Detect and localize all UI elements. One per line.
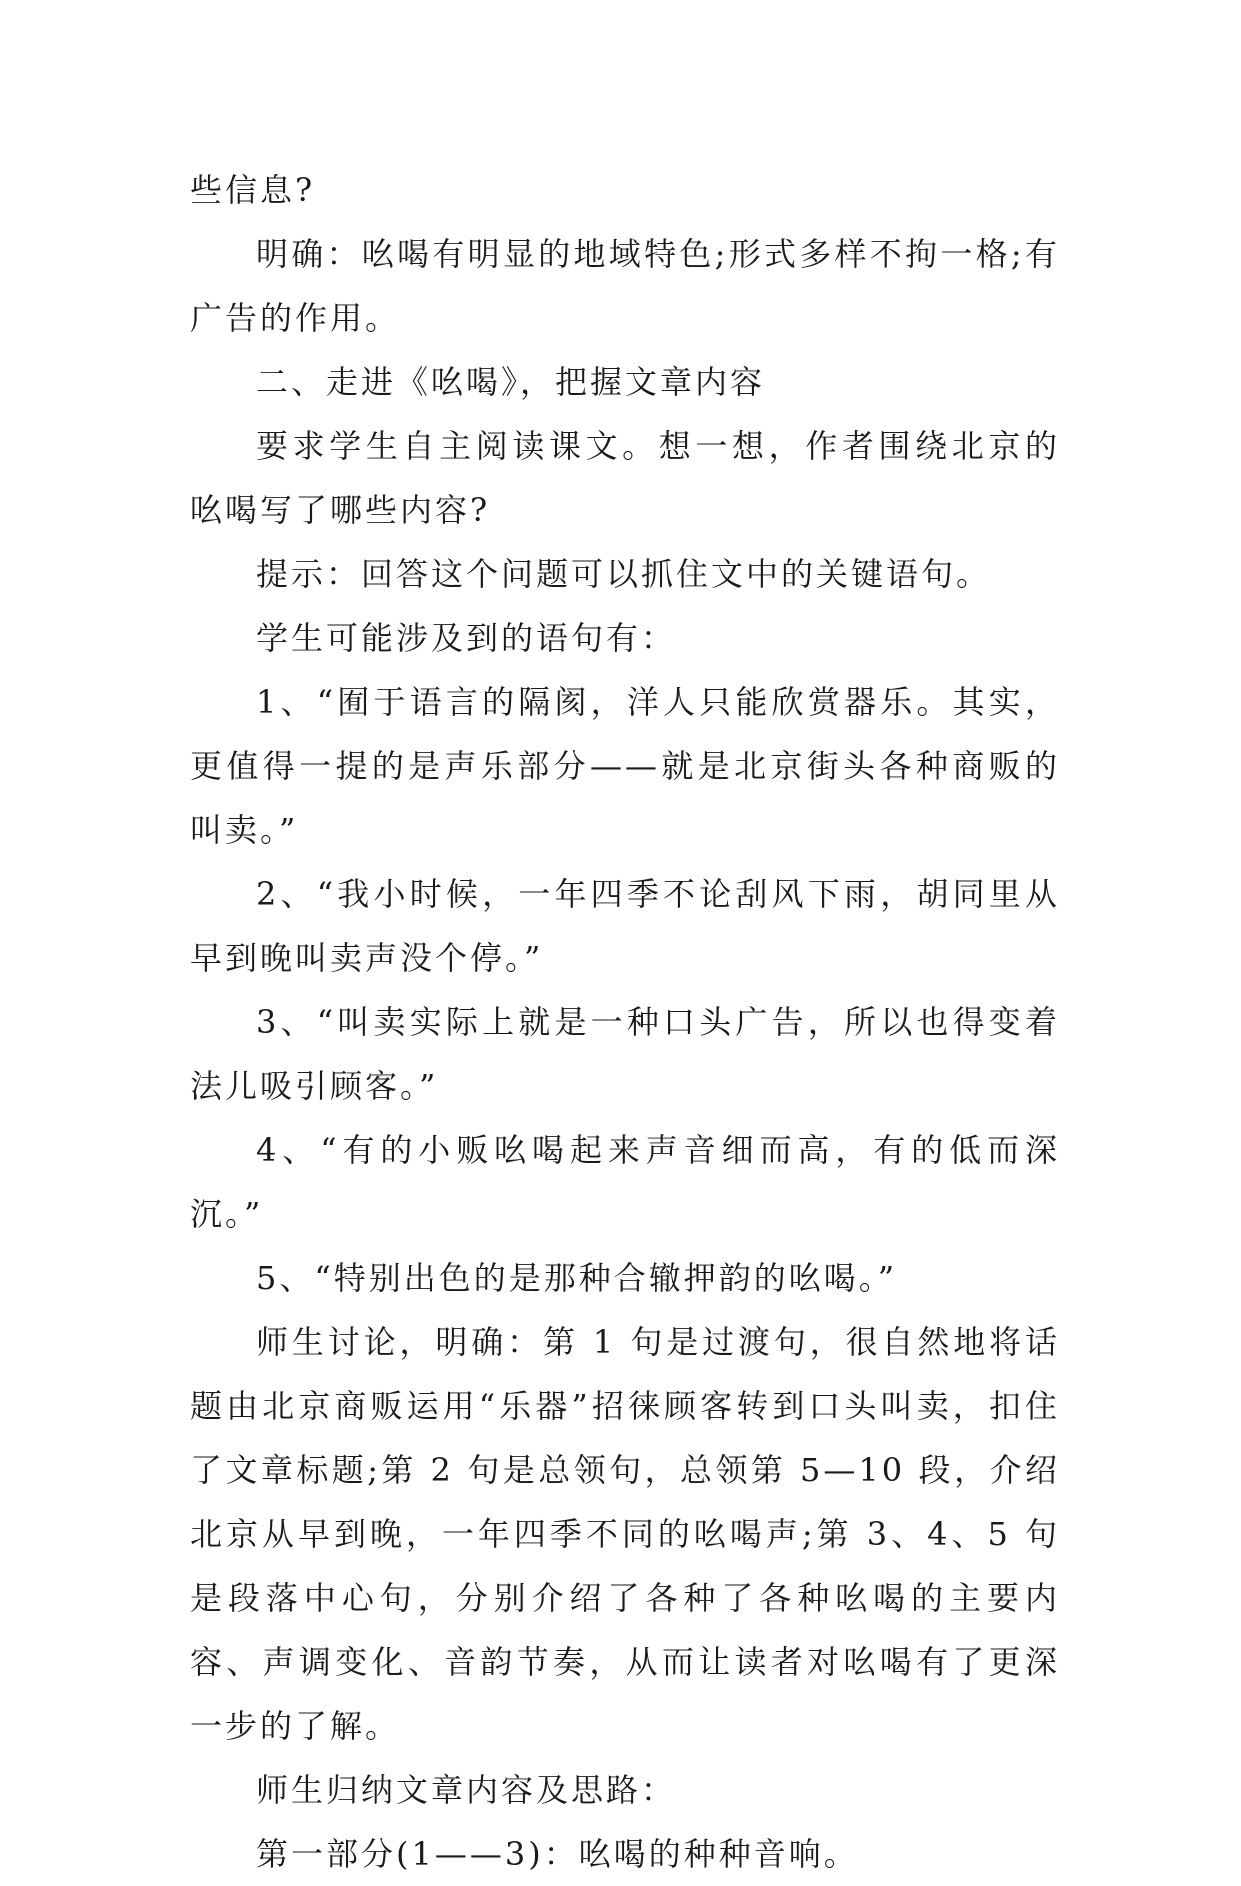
quote-item-2: 2、“我小时候，一年四季不论刮风下雨，胡同里从早到晚叫卖声没个停。” bbox=[190, 875, 1060, 977]
quote-item-1: 1、“囿于语言的隔阂，洋人只能欣赏器乐。其实，更值得一提的是声乐部分——就是北京街头各种商贩的叫卖。” bbox=[190, 683, 1060, 849]
quote-item-5: 5、“特别出色的是那种合辙押韵的吆喝。” bbox=[256, 1259, 898, 1297]
paragraph-task: 要求学生自主阅读课文。想一想，作者围绕北京的吆喝写了哪些内容? bbox=[190, 427, 1060, 529]
paragraph-sentences-intro: 学生可能涉及到的语句有： bbox=[256, 619, 677, 657]
quote-item-4: 4、“有的小贩吆喝起来声音细而高，有的低而深沉。” bbox=[190, 1131, 1060, 1233]
paragraph-answer-intro: 明确：吆喝有明显的地域特色;形式多样不拘一格;有广告的作用。 bbox=[190, 235, 1060, 337]
paragraph-summary-intro: 师生归纳文章内容及思路： bbox=[256, 1771, 677, 1809]
quote-item-3: 3、“叫卖实际上就是一种口头广告，所以也得变着法儿吸引顾客。” bbox=[190, 1003, 1060, 1105]
paragraph-discussion: 师生讨论，明确：第 1 句是过渡句，很自然地将话题由北京商贩运用“乐器”招徕顾客转到口头叫卖，扣住了文章标题;第 2 句是总领句，总领第 5—10 段，介绍北京从早到晚，一年四季不同的吆喝声;第 3、4、5 句是段落中心句，分别介绍了各种了各种吆喝的主要内容、声调变化、音韵节奏，从而让读者对吆喝有了更深一步的了解。 bbox=[190, 1323, 1060, 1745]
paragraph-part-one: 第一部分(1——3)：吆喝的种种音响。 bbox=[256, 1835, 859, 1873]
document-body bbox=[190, 158, 1060, 1886]
section-heading: 二、走进《吆喝》，把握文章内容 bbox=[256, 363, 766, 401]
paragraph-hint: 提示：回答这个问题可以抓住文中的关键语句。 bbox=[256, 555, 992, 593]
paragraph-continuation: 些信息? bbox=[190, 171, 316, 209]
